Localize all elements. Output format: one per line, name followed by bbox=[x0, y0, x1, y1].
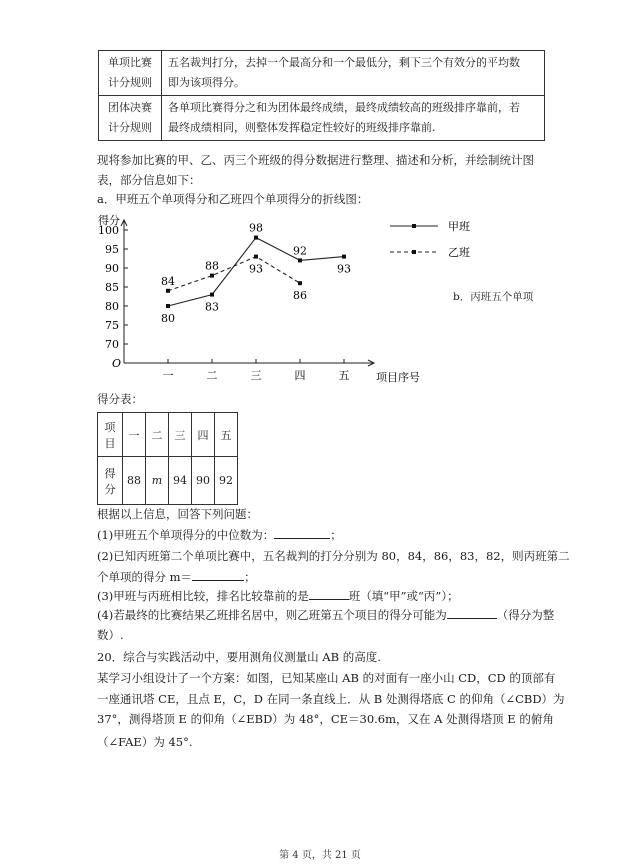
score-header-row bbox=[98, 413, 238, 457]
rules-table bbox=[98, 50, 545, 141]
data-point bbox=[298, 258, 302, 262]
rules-head-line: 单项比赛 bbox=[108, 56, 152, 69]
rules-row bbox=[99, 96, 545, 141]
question-4-line-2: 数）. bbox=[97, 628, 124, 642]
data-point bbox=[298, 281, 302, 285]
data-label: 84 bbox=[161, 274, 175, 288]
rules-text-cell bbox=[162, 51, 545, 96]
problem-20-line: （∠FAE）为 45°. bbox=[97, 735, 193, 749]
question-4-end: （得分为整 bbox=[496, 608, 555, 622]
rules-text-line: 即为该项得分。 bbox=[168, 76, 245, 89]
score-row-text: 分 bbox=[104, 482, 116, 496]
y-tick-label: 95 bbox=[105, 243, 119, 256]
question-3-text: (3)甲班与丙班相比较，排名比较靠前的是 bbox=[97, 589, 309, 603]
series-line bbox=[168, 257, 300, 291]
rules-head-cell bbox=[99, 96, 162, 141]
answer-blank bbox=[309, 587, 349, 600]
question-3-end: 班（填“甲”或“丙”）； bbox=[348, 589, 459, 603]
score-header-cell: 三 bbox=[169, 413, 192, 457]
data-point bbox=[166, 289, 170, 293]
data-point bbox=[166, 304, 170, 308]
data-point bbox=[254, 255, 258, 259]
problem-20-line: 37°，测得塔顶 E 的仰角（∠EBD）为 48°，CE＝30.6m，又在 A 处测得塔顶 E 的俯角 bbox=[97, 712, 554, 726]
answer-blank bbox=[447, 606, 497, 619]
data-label: 83 bbox=[205, 300, 219, 314]
question-2-end: ； bbox=[244, 570, 256, 584]
data-label: 93 bbox=[337, 262, 351, 276]
rules-row bbox=[99, 51, 545, 96]
score-value-cell: 88 bbox=[123, 457, 146, 505]
problem-20-line: 一座通讯塔 CE，且点 E，C，D 在同一条直线上．从 B 处测得塔底 C 的仰角（∠CBD）为 bbox=[97, 692, 565, 706]
rules-head-line: 团体决赛 bbox=[108, 101, 152, 114]
data-label: 98 bbox=[249, 221, 263, 235]
data-label: 86 bbox=[293, 289, 307, 303]
score-value-cell: 94 bbox=[169, 457, 192, 505]
score-header-text: 项 bbox=[104, 420, 116, 434]
answer-blank bbox=[192, 568, 244, 581]
data-point bbox=[210, 274, 214, 278]
question-4-text: (4)若最终的比赛结果乙班排名居中，则乙班第五个项目的得分可能为 bbox=[97, 608, 447, 622]
legend-label: 乙班 bbox=[448, 246, 470, 259]
x-tick-label: 四 bbox=[294, 369, 306, 382]
x-tick-label: 二 bbox=[206, 369, 218, 382]
legend-marker bbox=[412, 250, 416, 254]
legend-marker bbox=[412, 224, 416, 228]
legend-label: 甲班 bbox=[448, 220, 470, 233]
x-tick-label: 一 bbox=[162, 369, 174, 382]
y-axis-label: 得分 bbox=[98, 214, 120, 227]
intro-line-2: 表，部分信息如下： bbox=[97, 173, 201, 187]
score-header-cell: 五 bbox=[215, 413, 238, 457]
section-a-label: a．甲班五个单项得分和乙班四个单项得分的折线图： bbox=[97, 192, 369, 206]
problem-20-line: 某学习小组设计了一个方案：如图，已知某座山 AB 的对面有一座小山 CD，CD 的顶部有 bbox=[97, 671, 556, 685]
score-value-cell: 90 bbox=[192, 457, 215, 505]
data-label: 93 bbox=[249, 262, 263, 276]
rules-text-line: 五名裁判打分，去掉一个最高分和一个最低分，剩下三个有效分的平均数 bbox=[168, 56, 520, 69]
score-row-label bbox=[98, 457, 123, 505]
y-tick-label: 100 bbox=[98, 224, 119, 237]
x-tick-label: 三 bbox=[250, 369, 262, 382]
questions-intro: 根据以上信息，回答下列问题： bbox=[97, 507, 258, 521]
problem-20-title: 20．综合与实践活动中，要用测角仪测量山 AB 的高度. bbox=[97, 650, 381, 664]
y-tick-label: 75 bbox=[105, 319, 119, 332]
intro-line-1: 现将参加比赛的甲、乙、丙三个班级的得分数据进行整理、描述和分析，并绘制统计图 bbox=[97, 153, 534, 167]
x-axis-label: 项目序号 bbox=[376, 371, 420, 384]
y-tick-label: 90 bbox=[105, 262, 119, 275]
page-footer: 第 4 页，共 21 页 bbox=[279, 850, 361, 861]
question-1 bbox=[97, 524, 342, 546]
score-value-cell: 92 bbox=[215, 457, 238, 505]
score-row-text: 得 bbox=[104, 466, 116, 480]
data-point bbox=[342, 255, 346, 259]
y-tick-label: 85 bbox=[105, 281, 119, 294]
rules-text-line: 最终成绩相同，则整体发挥稳定性较好的班级排序靠前. bbox=[168, 121, 436, 134]
rules-head-line: 计分规则 bbox=[108, 121, 152, 134]
score-header-cell: 二 bbox=[146, 413, 169, 457]
data-point bbox=[210, 293, 214, 297]
question-4-line-1 bbox=[97, 604, 554, 626]
question-1-end: ； bbox=[330, 528, 342, 542]
rules-text-cell bbox=[162, 96, 545, 141]
question-2-text: 个单项的得分 m＝ bbox=[97, 570, 193, 584]
score-value-row bbox=[98, 457, 238, 505]
y-tick-label: 70 bbox=[105, 338, 119, 351]
section-b-label: b．丙班五个单项 bbox=[453, 291, 534, 303]
score-value-cell: m bbox=[146, 457, 169, 505]
question-1-text: (1)甲班五个单项得分的中位数为： bbox=[97, 528, 275, 542]
answer-blank bbox=[274, 526, 330, 539]
rules-head-cell bbox=[99, 51, 162, 96]
score-table bbox=[97, 412, 238, 505]
x-tick-label: 五 bbox=[338, 369, 350, 382]
data-label: 88 bbox=[205, 259, 219, 273]
score-header-cell: 四 bbox=[192, 413, 215, 457]
data-label: 80 bbox=[161, 312, 175, 325]
origin-label: O bbox=[112, 357, 122, 370]
y-tick-label: 80 bbox=[105, 300, 119, 313]
score-header-label bbox=[98, 413, 123, 457]
score-header-text: 目 bbox=[104, 436, 116, 450]
score-table-caption: 得分表： bbox=[97, 392, 143, 406]
rules-head-line: 计分规则 bbox=[108, 76, 152, 89]
data-point bbox=[254, 236, 258, 240]
rules-text-line: 各单项比赛得分之和为团体最终成绩，最终成绩较高的班级排序靠前，若 bbox=[168, 101, 520, 114]
question-2-line-1: (2)已知丙班第二个单项比赛中，五名裁判的打分分别为 80，84，86，83，82，则丙班第二 bbox=[97, 549, 570, 563]
data-label: 92 bbox=[293, 244, 307, 258]
score-header-cell: 一 bbox=[123, 413, 146, 457]
